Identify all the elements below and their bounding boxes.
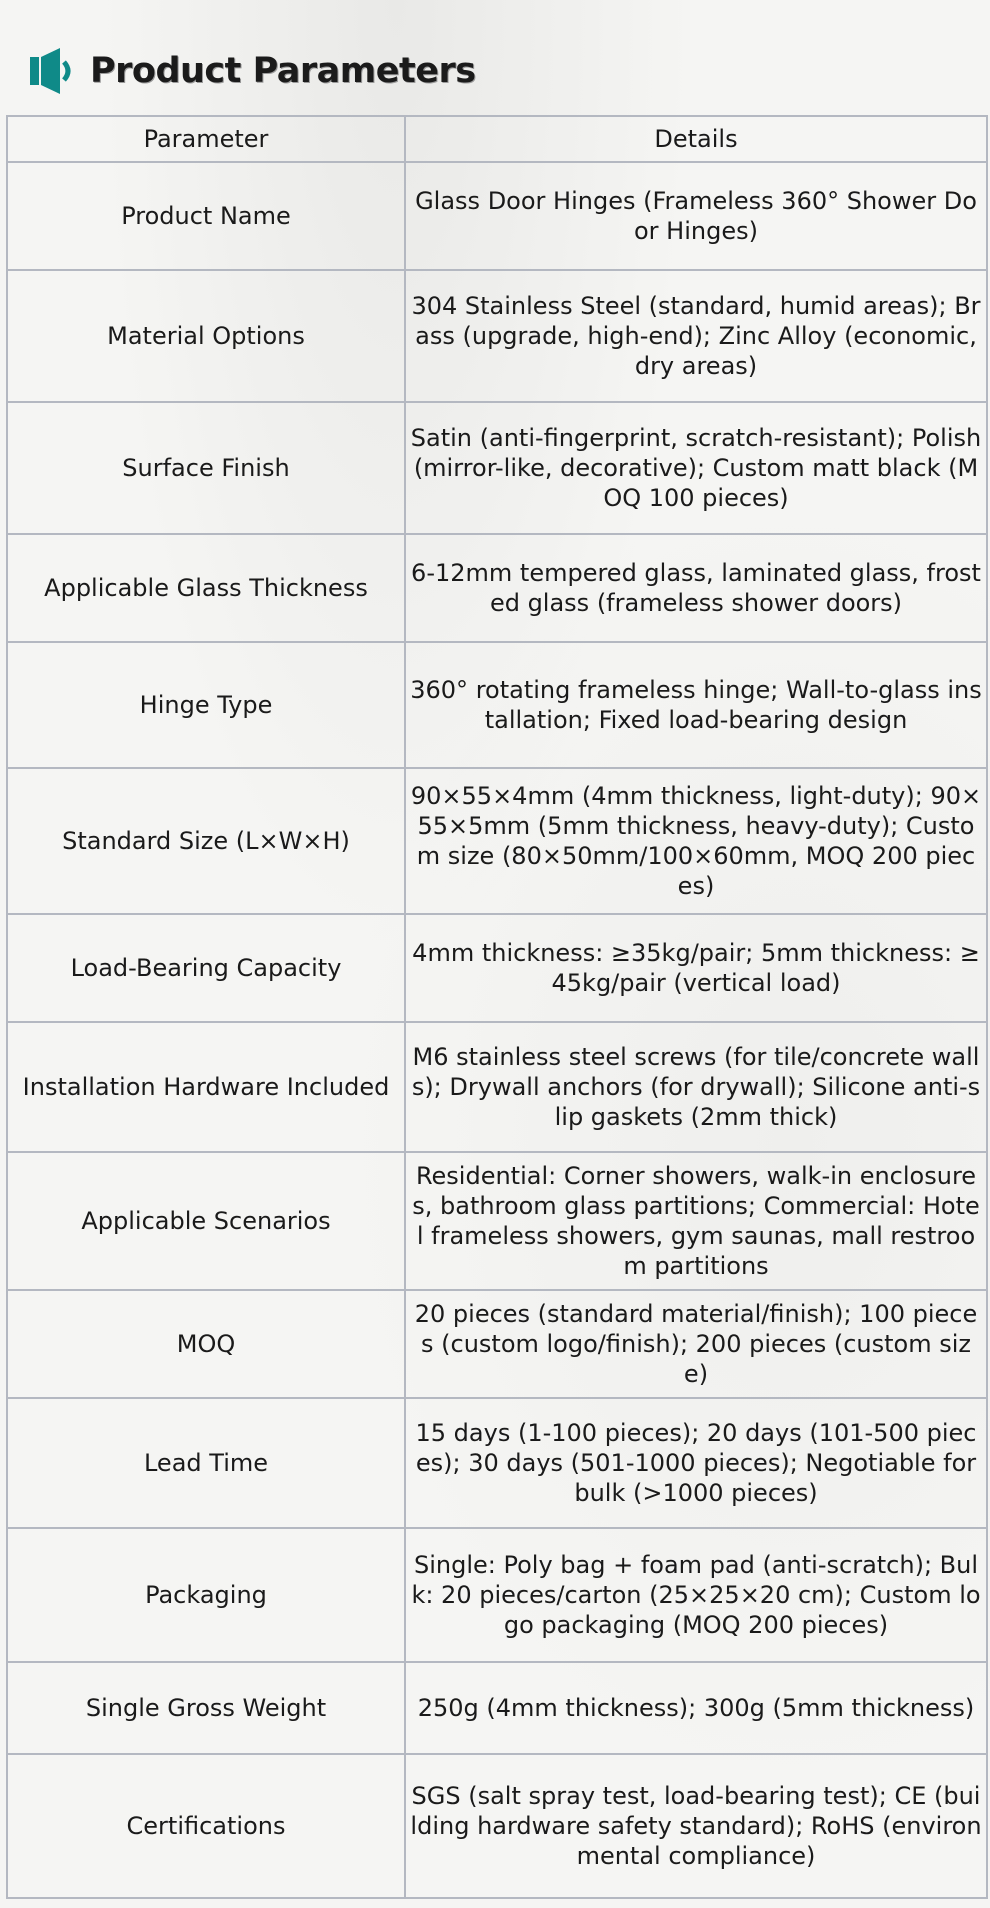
details-cell: 15 days (1-100 pieces); 20 days (101-500 pieces); 30 days (501-1000 pieces); Negotiable for bulk (>1000 pieces) [405, 1398, 987, 1528]
table-row [7, 534, 987, 642]
table-row [7, 768, 987, 914]
table-row [7, 1290, 987, 1398]
details-cell: Glass Door Hinges (Frameless 360° Shower Door Hinges) [405, 162, 987, 270]
details-cell: Residential: Corner showers, walk-in enclosures, bathroom glass partitions; Commercial: Hotel frameless showers, gym saunas, mall restroom partitions [405, 1152, 987, 1290]
details-cell: M6 stainless steel screws (for tile/concrete walls); Drywall anchors (for drywall); Silicone anti-slip gaskets (2mm thick) [405, 1022, 987, 1152]
table-row [7, 1152, 987, 1290]
parameter-cell: Installation Hardware Included [7, 1022, 405, 1152]
details-cell: 90×55×4mm (4mm thickness, light-duty); 90×55×5mm (5mm thickness, heavy-duty); Custom size (80×50mm/100×60mm, MOQ 200 pieces) [405, 768, 987, 914]
parameter-cell: Load-Bearing Capacity [7, 914, 405, 1022]
column-header-parameter: Parameter [7, 116, 405, 162]
table-row [7, 1022, 987, 1152]
parameter-cell: Material Options [7, 270, 405, 402]
table-row [7, 914, 987, 1022]
details-cell: Single: Poly bag + foam pad (anti-scratch); Bulk: 20 pieces/carton (25×25×20 cm); Custom logo packaging (MOQ 200 pieces) [405, 1528, 987, 1662]
table-row [7, 642, 987, 768]
parameter-cell: Single Gross Weight [7, 1662, 405, 1754]
table-header-row [7, 116, 987, 162]
section-title: Product Parameters [90, 51, 476, 91]
details-cell: 304 Stainless Steel (standard, humid areas); Brass (upgrade, high-end); Zinc Alloy (economic, dry areas) [405, 270, 987, 402]
parameter-cell: Applicable Glass Thickness [7, 534, 405, 642]
parameter-cell: Surface Finish [7, 402, 405, 534]
details-cell: Satin (anti-fingerprint, scratch-resistant); Polish (mirror-like, decorative); Custom matt black (MOQ 100 pieces) [405, 402, 987, 534]
product-parameters-table [6, 115, 988, 1899]
details-cell: 20 pieces (standard material/finish); 100 pieces (custom logo/finish); 200 pieces (custom size) [405, 1290, 987, 1398]
parameter-cell: Standard Size (L×W×H) [7, 768, 405, 914]
parameter-cell: Applicable Scenarios [7, 1152, 405, 1290]
parameter-cell: Hinge Type [7, 642, 405, 768]
section-heading [30, 48, 476, 94]
details-cell: 250g (4mm thickness); 300g (5mm thickness) [405, 1662, 987, 1754]
table-row [7, 1662, 987, 1754]
column-header-details: Details [405, 116, 987, 162]
parameter-cell: Packaging [7, 1528, 405, 1662]
table-row [7, 1398, 987, 1528]
details-cell: SGS (salt spray test, load-bearing test); CE (building hardware safety standard); RoHS (environmental compliance) [405, 1754, 987, 1898]
table-row [7, 1528, 987, 1662]
table-row [7, 1754, 987, 1898]
details-cell: 360° rotating frameless hinge; Wall-to-glass installation; Fixed load-bearing design [405, 642, 987, 768]
parameter-cell: Certifications [7, 1754, 405, 1898]
parameter-cell: Lead Time [7, 1398, 405, 1528]
details-cell: 4mm thickness: ≥35kg/pair; 5mm thickness: ≥45kg/pair (vertical load) [405, 914, 987, 1022]
table-row [7, 162, 987, 270]
parameter-cell: MOQ [7, 1290, 405, 1398]
parameter-cell: Product Name [7, 162, 405, 270]
table-row [7, 402, 987, 534]
table-row [7, 270, 987, 402]
speaker-icon [30, 48, 74, 94]
details-cell: 6-12mm tempered glass, laminated glass, frosted glass (frameless shower doors) [405, 534, 987, 642]
